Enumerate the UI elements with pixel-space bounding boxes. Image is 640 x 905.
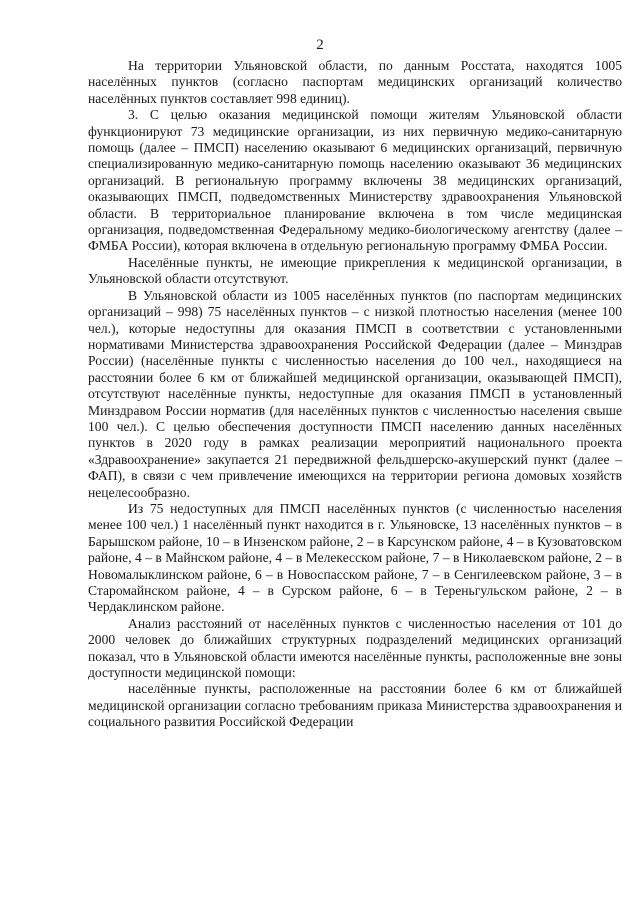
paragraph: На территории Ульяновской области, по данным Росстата, находятся 1005 населённых пунктов (согласно паспортам медицинских организаций количество населённых пунктов составляет 998 единиц). [88, 58, 622, 106]
paragraph: населённые пункты, расположенные на расстоянии более 6 км от ближайшей медицинской организации согласно требованиям приказа Министерства здравоохранения и социального развития Российской Федерации [88, 681, 622, 730]
paragraph: Из 75 недоступных для ПМСП населённых пунктов (с численностью населения менее 100 чел.) 1 населённый пункт находится в г. Ульяновске, 13 населённых пунктов – в Барышском районе, 10 – в Инзенском районе, 2 – в Карсунском районе, 4 – в Кузоватовском районе, 4 – в Майнском районе, 4 – в Мелекесском районе, 7 – в Николаевском районе, 2 – в Новомалыклинском районе, 6 – в Новоспасском районе, 7 – в Сенгилеевском районе, 3 – в Старомайнском районе, 4 – в Сурском районе, 6 – в Тереньгульском районе, 2 – в Чердаклинском районе. [88, 500, 622, 615]
paragraph: В Ульяновской области из 1005 населённых пунктов (по паспортам медицинских организаций – 998) 75 населённых пунктов – с низкой плотностью населения (менее 100 чел.), которые недоступны для оказания ПМСП в соответствии с установленными нормативами Министерства здравоохранения Российской Федерации (далее – Минздрав России) (населённые пункты с численностью населения до 100 чел., находящиеся на расстоянии более 6 км от ближайшей медицинской организации, оказывающей ПМСП), отсутствуют населённые пункты, недоступные для оказания ПМСП в установленный Минздравом России норматив (для населённых пунктов с численностью населения свыше 100 чел.). С целью обеспечения доступности ПМСП населению данных населённых пунктов в 2020 году в рамках реализации мероприятий национального проекта «Здравоохранение» закупается 21 передвижной фельдшерско-акушерский пункт (далее – ФАП), в связи с чем привлечение имеющихся на территории региона домовых хозяйств нецелесообразно. [88, 287, 622, 500]
paragraph: Населённые пункты, не имеющие прикрепления к медицинской организации, в Ульяновской области отсутствуют. [88, 254, 622, 287]
page-number: 2 [316, 37, 324, 53]
body-text [88, 58, 622, 731]
paragraph: 3. С целью оказания медицинской помощи жителям Ульяновской области функционируют 73 медицинские организации, из них первичную медико-санитарную помощь (далее – ПМСП) населению оказывают 6 медицинских организаций, первичную специализированную медико-санитарную помощь населению оказывают 36 медицинских организаций. В региональную программу включены 38 медицинских организаций, оказывающих ПМСП, подведомственных Министерству здравоохранения Ульяновской области. В территориальное планирование включена в том числе медицинская организация, подведомственная Федеральному медико-биологическому агентству (далее – ФМБА России), которая включена в отдельную региональную программу ФМБА России. [88, 107, 622, 254]
paragraph: Анализ расстояний от населённых пунктов с численностью населения от 101 до 2000 человек до ближайших структурных подразделений медицинских организаций показал, что в Ульяновской области имеются населённые пункты, расположенные вне зоны доступности медицинской помощи: [88, 615, 622, 681]
